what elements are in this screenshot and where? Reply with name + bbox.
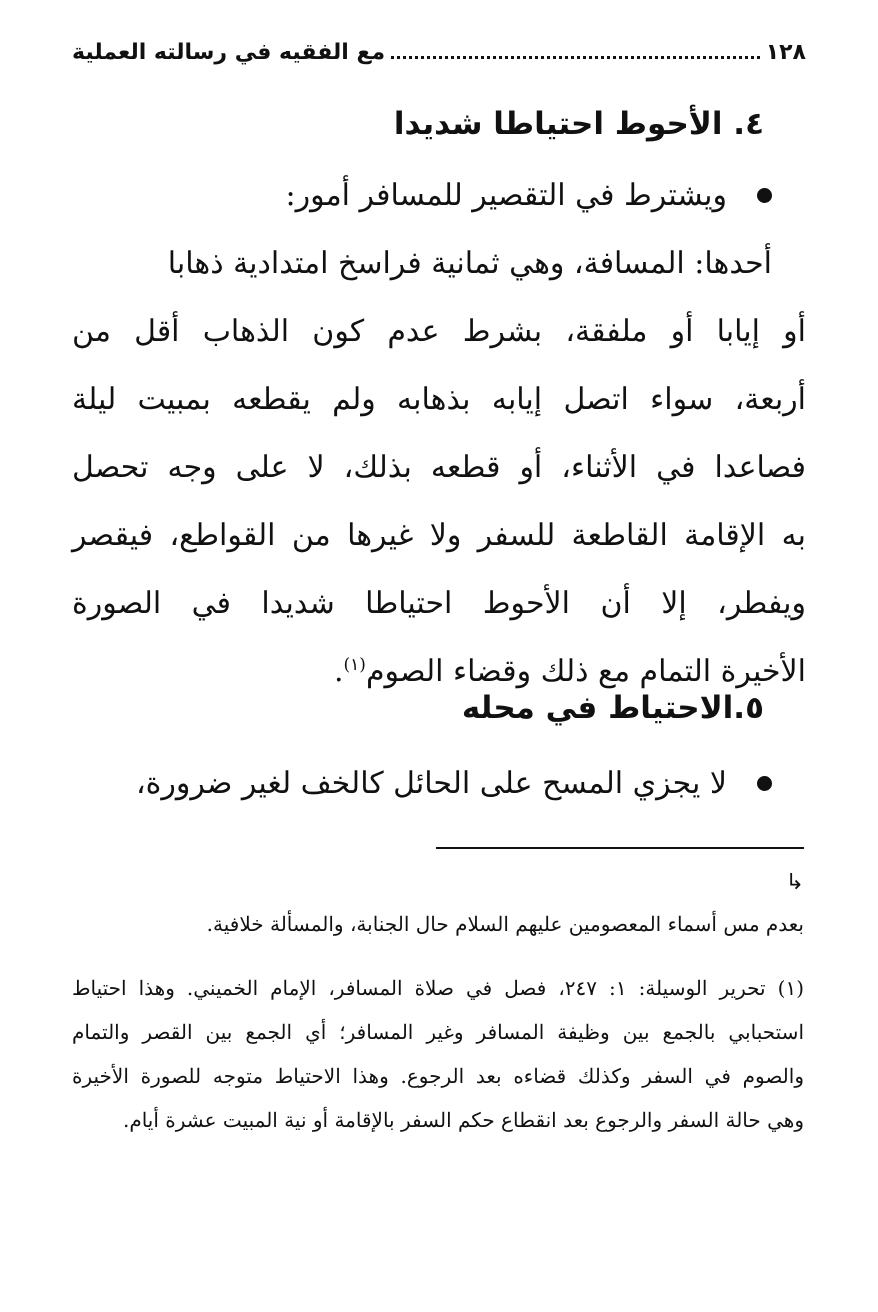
bullet-dot-icon — [757, 188, 772, 203]
footnote-1-line: (١) تحرير الوسيلة: ١: ٢٤٧، فصل في صلاة المسافر، الإمام الخميني. وهذا احتياط — [72, 976, 804, 1000]
book-title: مع الفقيه في رسالته العملية — [72, 40, 386, 65]
section-5-heading: ٥.الاحتياط في محله — [461, 690, 764, 726]
bullet-text: لا يجزي المسح على الحائل كالخف لغير ضرورة، — [135, 766, 727, 801]
footnote-separator — [436, 847, 804, 849]
paragraph-line-text: الأخيرة التمام مع ذلك وقضاء الصوم — [365, 654, 806, 689]
continuation-arrow-icon: ↳ — [785, 870, 804, 895]
paragraph-line: ويفطر، إلا أن الأحوط احتياطا شديدا في الصورة — [72, 586, 806, 621]
footnotes-area — [72, 904, 804, 1144]
paragraph-line: أو إيابا أو ملفقة، بشرط عدم كون الذهاب أقل من — [72, 314, 806, 349]
footnote-1-line: وهي حالة السفر والرجوع بعد انقطاع حكم السفر بالإقامة أو نية المبيت عشرة أيام. — [122, 1108, 804, 1132]
running-header — [72, 40, 806, 80]
header-dot-leader — [391, 42, 760, 59]
page-number: ١٢٨ — [765, 40, 806, 65]
bullet-item-conditions — [286, 178, 772, 213]
paragraph-line: به الإقامة القاطعة للسفر ولا غيرها من القواطع، فيقصر — [72, 518, 806, 553]
section-4-heading: ٤. الأحوط احتياطا شديدا — [393, 106, 764, 142]
footnote-1-line: استحبابي بالجمع بين وظيفة المسافر وغير المسافر؛ أي الجمع بين القصر والتمام — [72, 1020, 804, 1044]
footnote-reference[interactable]: (١) — [343, 655, 366, 675]
bullet-item-wiping — [136, 766, 772, 801]
bullet-text: ويشترط في التقصير للمسافر أمور: — [285, 178, 727, 213]
footnote-1-line: والصوم في السفر وكذلك قضاءه بعد الرجوع. وهذا الاحتياط متوجه للصورة الأخيرة — [72, 1064, 804, 1088]
paragraph-end-punct: . — [333, 654, 344, 689]
paragraph-line: أحدها: المسافة، وهي ثمانية فراسخ امتدادية ذهابا — [167, 246, 772, 281]
paragraph-line: أربعة، سواء اتصل إيابه بذهابه ولم يقطعه بمبيت ليلة — [72, 382, 806, 417]
bullet-dot-icon — [757, 776, 772, 791]
footnote-continuation: بعدم مس أسماء المعصومين عليهم السلام حال الجنابة، والمسألة خلافية. — [206, 912, 804, 936]
paragraph-line: فصاعدا في الأثناء، أو قطعه بذلك، لا على وجه تحصل — [72, 450, 806, 485]
